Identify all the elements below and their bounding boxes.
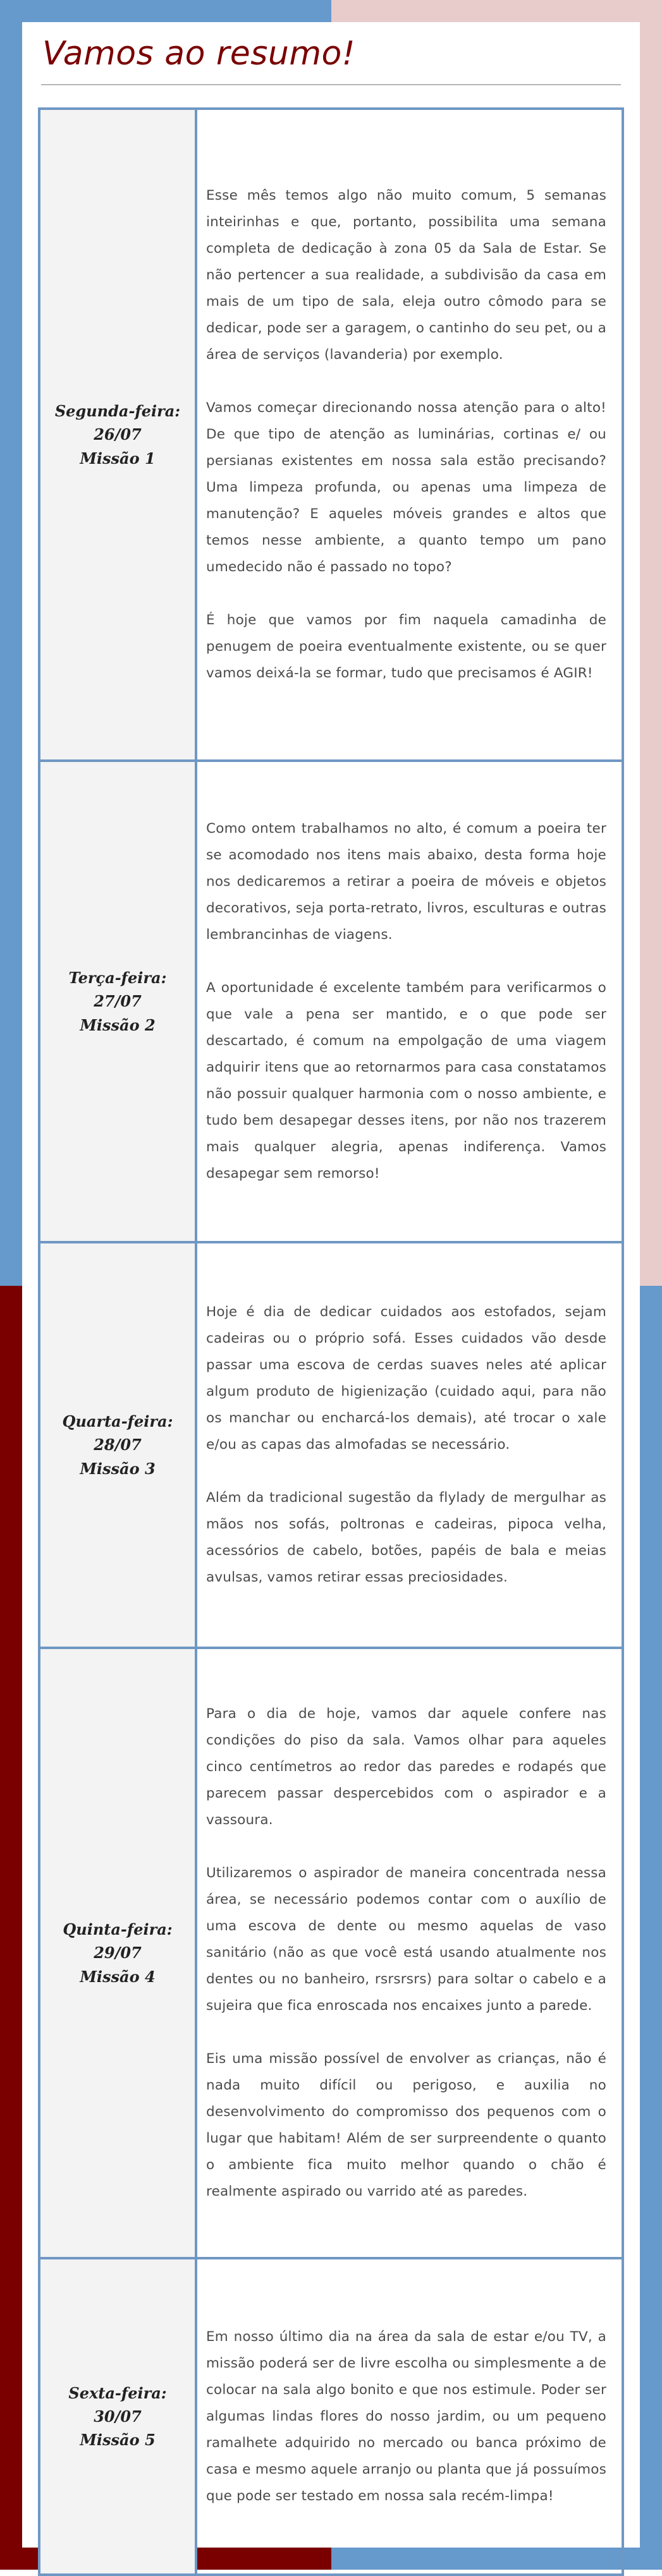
day-cell bbox=[39, 1648, 196, 2258]
description-cell bbox=[196, 2258, 623, 2575]
paragraph: Esse mês temos algo não muito comum, 5 semanas inteirinhas e que, portanto, possibilita uma semana completa de dedicação à zona 05 da Sala de Estar. Se não pertencer a sua realidade, a subdivisão da casa em mais de um tipo de sala, eleja outro cômodo para se dedicar, pode ser a garagem, o cantinho do seu pet, ou a área de serviços (lavanderia) por exemplo. bbox=[206, 188, 606, 363]
paragraph: Vamos começar direcionando nossa atenção para o alto! De que tipo de atenção as luminárias, cortinas e/ ou persianas existentes em nossa sala estão precisando? Uma limpeza profunda, ou apenas uma limpeza de manutenção? E aqueles móveis grandes e altos que temos nesse ambiente, a quanto tempo um pano umedecido não é passado no topo? bbox=[206, 400, 606, 575]
day-date: 28/07 bbox=[94, 1436, 142, 1454]
page-title: Vamos ao resumo! bbox=[42, 35, 356, 73]
paragraph: Em nosso último dia na área da sala de estar e/ou TV, a missão poderá ser de livre escolha ou simplesmente a de colocar na sala algo bonito e que nos estimule. Poder ser algumas lindas flores do nosso jardim, ou um pequeno ramalhete adquirido no mercado ou banca próximo de casa e mesmo aquele arranjo ou planta que já possuímos que pode ser testado em nossa sala recém-limpa! bbox=[206, 2328, 606, 2504]
day-mission: Missão 3 bbox=[80, 1459, 156, 1478]
day-cell bbox=[39, 761, 196, 1242]
day-date: 30/07 bbox=[94, 2407, 142, 2426]
day-mission: Missão 5 bbox=[80, 2431, 156, 2450]
paragraph: Utilizaremos o aspirador de maneira concentrada nessa área, se necessário podemos contar com o auxílio de uma escova de dente ou mesmo aquelas de vaso sanitário (não as que você está usando atualmente nos dentes ou no banheiro, rsrsrsrs) para soltar o cabelo e a sujeira que fica enroscada nos encaixes junto a parede. bbox=[206, 1865, 606, 2014]
description-cell bbox=[196, 1648, 623, 2258]
day-date: 26/07 bbox=[94, 425, 142, 444]
day-mission: Missão 2 bbox=[80, 1015, 156, 1034]
content-card bbox=[22, 22, 640, 2548]
paragraph: Eis uma missão possível de envolver as crianças, não é nada muito difícil ou perigoso, e auxilia no desenvolvimento do compromisso dos pequenos com o lugar que habitam! Além de ser surpreendente o quanto o ambiente fica muito melhor quando o chão é realmente aspirado ou varrido até as paredes. bbox=[206, 2051, 606, 2199]
day-name: Quarta-feira: bbox=[62, 1412, 173, 1431]
table-row bbox=[39, 1648, 623, 2258]
day-date: 27/07 bbox=[94, 992, 142, 1011]
description-cell bbox=[196, 1242, 623, 1648]
day-name: Terça-feira: bbox=[68, 969, 167, 988]
day-name: Quinta-feira: bbox=[63, 1920, 173, 1939]
table-row bbox=[39, 1242, 623, 1648]
description-cell bbox=[196, 109, 623, 761]
paragraph: Para o dia de hoje, vamos dar aquele confere nas condições do piso da sala. Vamos olhar para aqueles cinco centímetros ao redor das paredes e rodapés que parecem passar despercebidos com o aspirador e a vassoura. bbox=[206, 1706, 606, 1828]
description-cell bbox=[196, 761, 623, 1242]
day-mission: Missão 4 bbox=[80, 1967, 156, 1986]
day-cell bbox=[39, 109, 196, 761]
title-divider bbox=[41, 84, 621, 85]
day-mission: Missão 1 bbox=[80, 449, 156, 468]
day-name: Segunda-feira: bbox=[54, 402, 181, 421]
day-cell bbox=[39, 1242, 196, 1648]
schedule-table bbox=[38, 107, 624, 2576]
paragraph: Como ontem trabalhamos no alto, é comum a poeira ter se acomodado nos itens mais abaixo, desta forma hoje nos dedicaremos a retirar a poeira de móveis e objetos decorativos, seja porta-retrato, livros, esculturas e outras lembrancinhas de viagens. bbox=[206, 821, 606, 943]
table-row bbox=[39, 109, 623, 761]
paragraph: Hoje é dia de dedicar cuidados aos estofados, sejam cadeiras ou o próprio sofá. Esses cuidados vão desde passar uma escova de cerdas suaves neles até aplicar algum produto de higienização (cuidado aqui, para não os manchar ou encharcá-los demais), até trocar o xale e/ou as capas das almofadas se necessário. bbox=[206, 1304, 606, 1453]
day-cell bbox=[39, 2258, 196, 2575]
day-name: Sexta-feira: bbox=[68, 2383, 167, 2402]
table-row bbox=[39, 2258, 623, 2575]
paragraph: Além da tradicional sugestão da flylady de mergulhar as mãos nos sofás, poltronas e cadeiras, pipoca velha, acessórios de cabelo, botões, papéis de bala e meias avulsas, vamos retirar essas preciosidades. bbox=[206, 1490, 606, 1585]
day-date: 29/07 bbox=[94, 1944, 142, 1962]
paragraph: A oportunidade é excelente também para verificarmos o que vale a pena ser mantido, e o que pode ser descartado, é comum na empolgação de uma viagem adquirir itens que ao retornarmos para casa constatamos não possuir qualquer harmonia com o nosso ambiente, e tudo bem desapegar desses itens, por não nos trazerem mais qualquer alegria, apenas indiferença. Vamos desapegar sem remorso! bbox=[206, 980, 606, 1182]
paragraph: É hoje que vamos por fim naquela camadinha de penugem de poeira eventualmente existente, ou se quer vamos deixá-la se formar, tudo que precisamos é AGIR! bbox=[206, 612, 606, 681]
table-row bbox=[39, 761, 623, 1242]
